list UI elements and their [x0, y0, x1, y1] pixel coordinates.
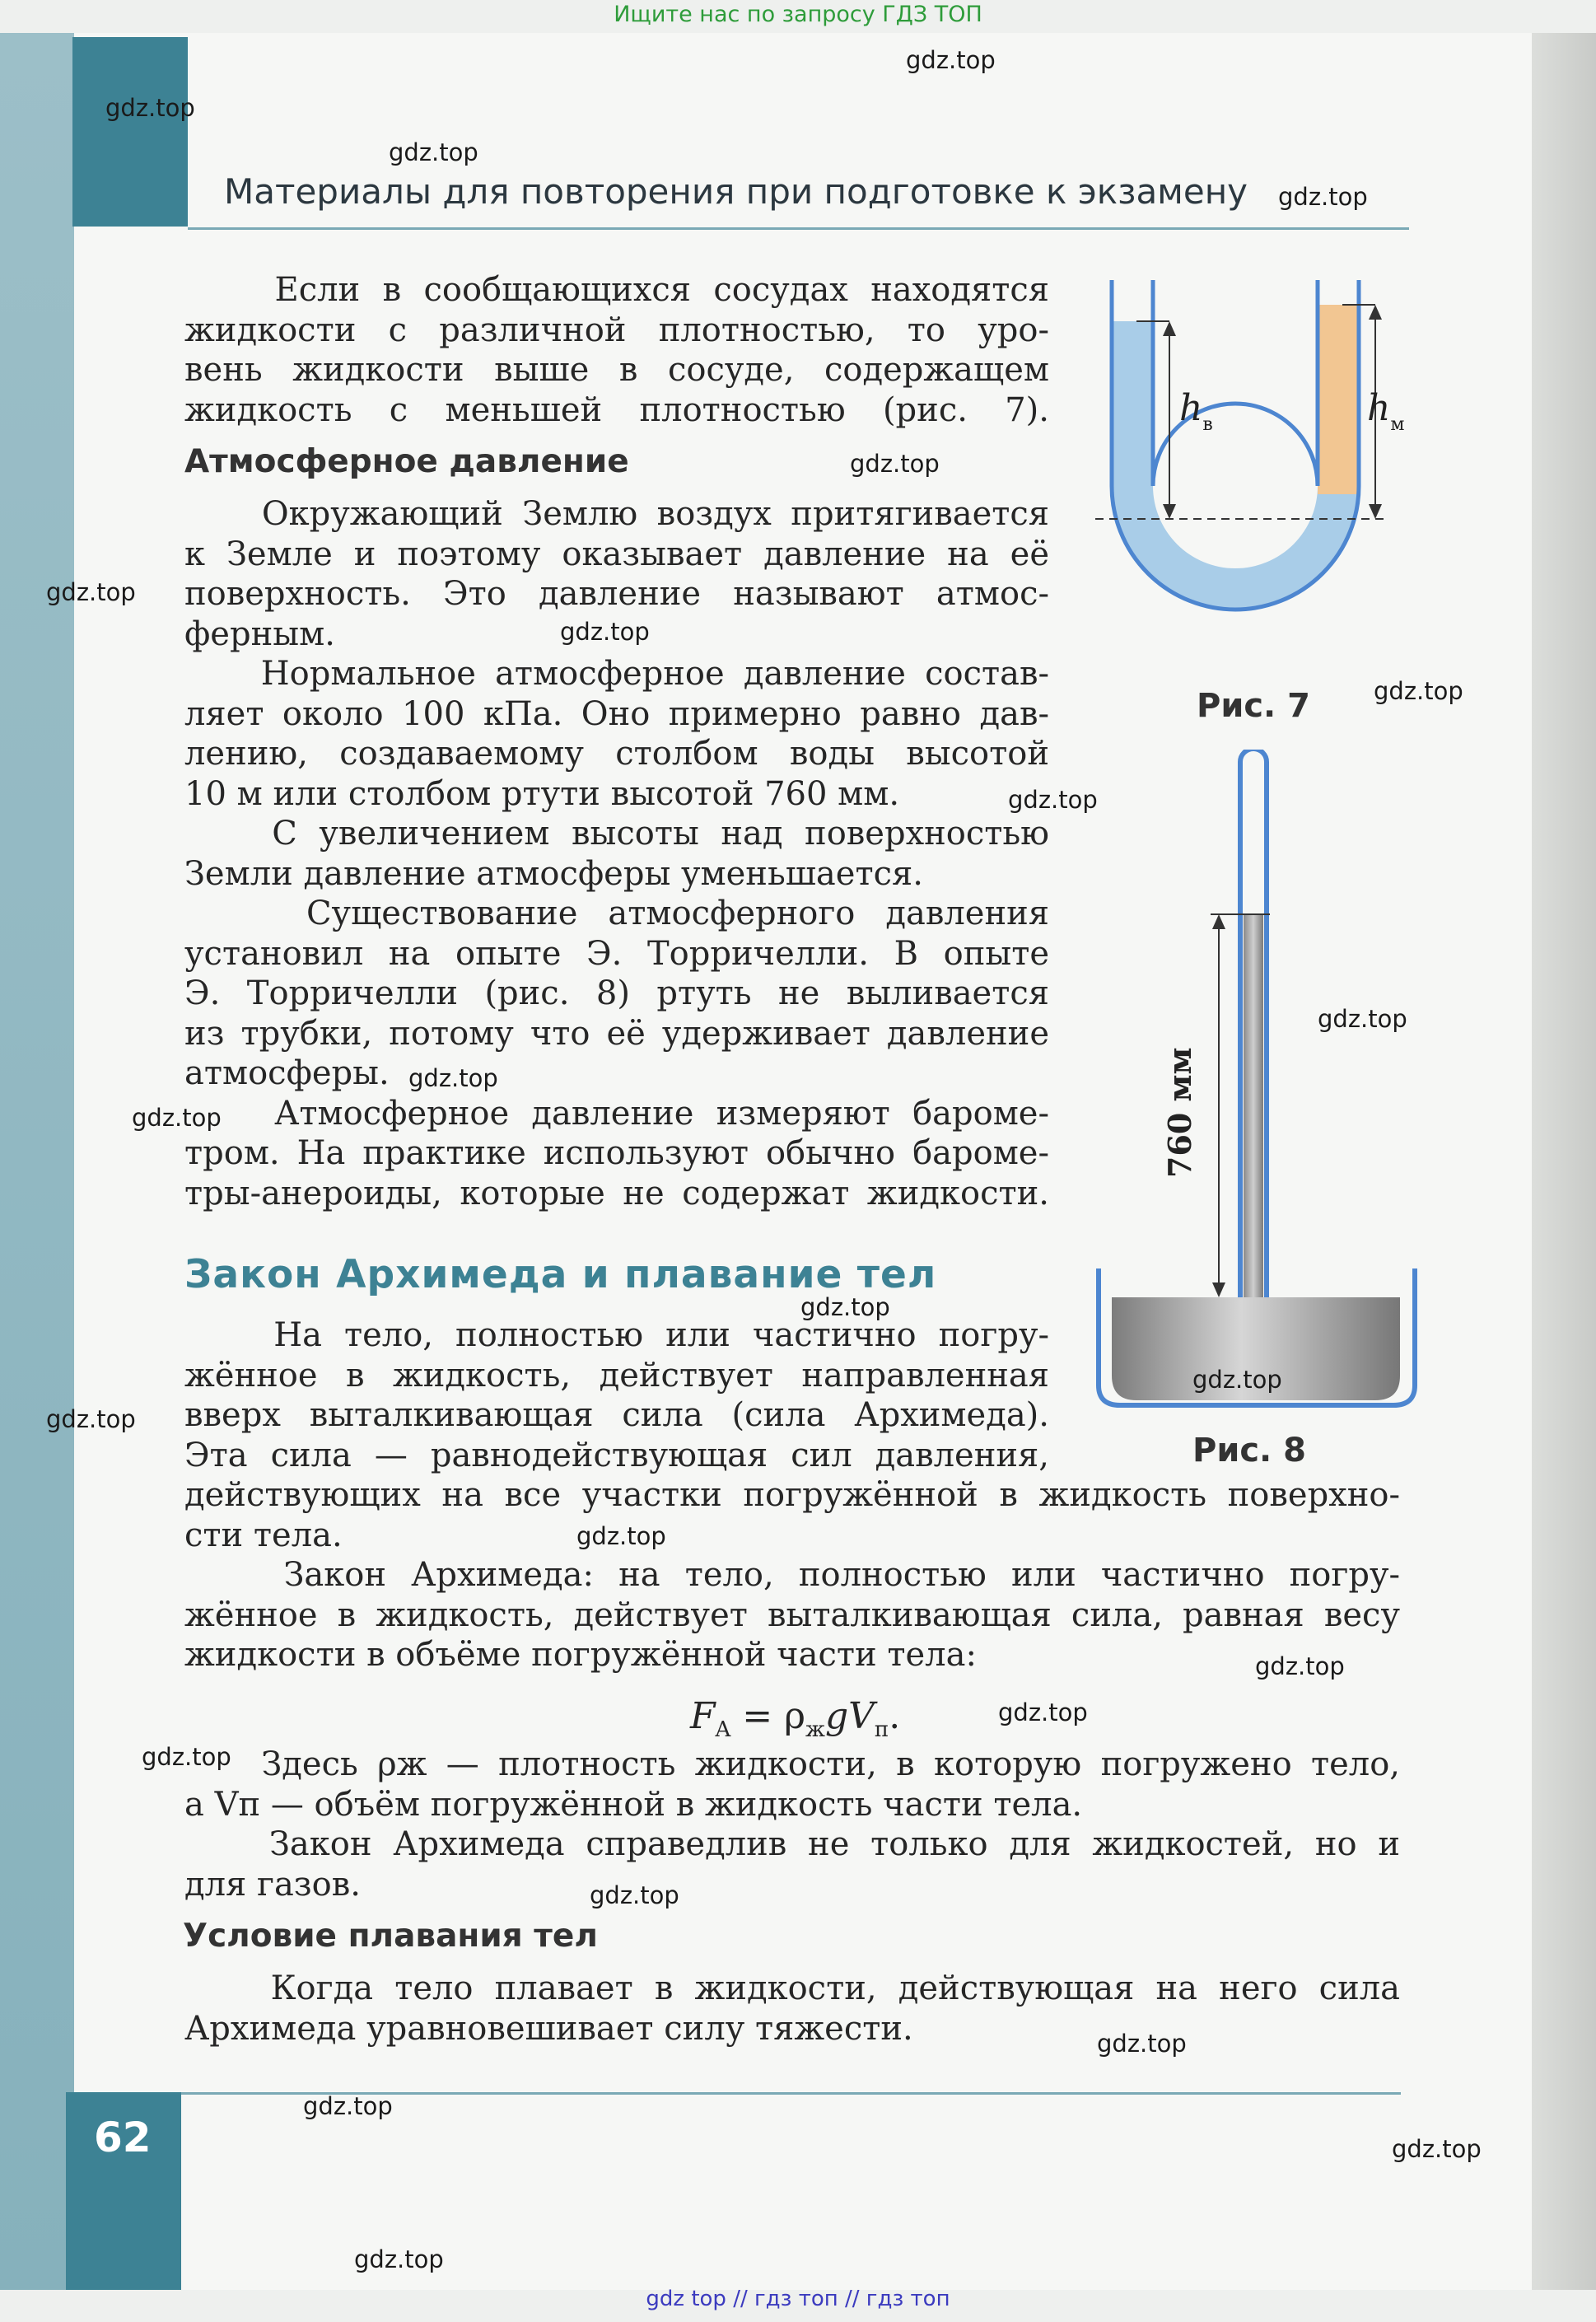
watermark: gdz.top: [142, 1743, 231, 1771]
watermark: gdz.top: [590, 1881, 679, 1909]
label-760-mm: 760 мм: [1161, 1047, 1198, 1178]
text-line: ляет около 100 кПа. Оно примерно равно дав-: [184, 694, 1049, 733]
header-color-bar: [72, 37, 188, 227]
text-line: сти тела.: [184, 1516, 343, 1554]
text-line: [184, 1315, 1049, 1356]
text-line: [184, 494, 1049, 535]
text-line: [184, 1969, 1400, 2009]
text-line: [184, 894, 1049, 934]
text-line: жённое в жидкость, действует выталкивающая сила, равная весу: [184, 1595, 1400, 1634]
text-line-content: На тело, полностью или частично погру-: [273, 1316, 1050, 1354]
mercury-column: [1244, 914, 1263, 1301]
text-line-content: С увеличением высоты над поверхностью: [272, 815, 1049, 853]
text-line-content: Атмосферное давление измеряют бароме-: [274, 1094, 1049, 1133]
watermark: gdz.top: [46, 1405, 136, 1433]
arrowhead-760-bottom: [1212, 1282, 1225, 1297]
label-h-water: $h_в$: [1179, 387, 1213, 435]
text-line: жидкости с различной плотностью, то уро-: [184, 311, 1049, 349]
bottom-notice: gdz top // гдз топ // гдз топ: [646, 2287, 950, 2311]
paragraph-communicating-vessels: [184, 270, 1049, 430]
header-rule: [188, 227, 1409, 230]
formula-force: F: [690, 1695, 716, 1737]
text-line: тром. На практике используют обычно бароме-: [184, 1134, 1049, 1172]
figure-8-torricelli: [1087, 750, 1433, 1417]
text-line: вверх выталкивающая сила (сила Архимеда).: [184, 1396, 1049, 1434]
watermark: gdz.top: [1008, 786, 1098, 814]
watermark: gdz.top: [576, 1522, 666, 1550]
text-line: Архимеда уравновешивает силу тяжести.: [184, 2009, 913, 2048]
heading-floating-condition: Условие плавания тел: [183, 1918, 598, 1955]
paragraph-notation: [184, 1745, 1400, 1904]
watermark: gdz.top: [354, 2245, 444, 2273]
text-line: к Земле и поэтому оказывает давление на её: [184, 535, 1049, 573]
arrowhead-hm-bottom: [1369, 504, 1382, 519]
page-right-edge: [1532, 33, 1596, 2290]
section-title-archimedes: Закон Архимеда и плавание тел: [184, 1252, 937, 1297]
text-line: Э. Торричелли (рис. 8) ртуть не выливается: [184, 974, 1049, 1012]
text-line-content: Если в сообщающихся сосудах находятся: [274, 271, 1049, 309]
watermark: gdz.top: [1097, 2030, 1187, 2058]
figure-7-u-tube: [1087, 272, 1433, 684]
text-line-content: Закон Архимеда: на тело, полностью или частично погру-: [283, 1556, 1400, 1594]
paragraph-floating: [184, 1969, 1400, 2049]
arrowhead-hv-bottom: [1163, 504, 1176, 519]
text-line: [184, 270, 1049, 311]
text-line: жидкости в объёме погружённой части тела:: [184, 1636, 977, 1674]
text-line-content: Здесь ρж — плотность жидкости, в которую погружено тело,: [261, 1745, 1400, 1783]
formula-sub-p: п: [874, 1717, 889, 1742]
watermark: gdz.top: [389, 138, 478, 166]
text-line: атмосферы.: [184, 1054, 390, 1092]
text-line: лению, создаваемому столбом воды высотой: [184, 735, 1049, 773]
text-line: действующих на все участки погружённой в жидкость поверхно-: [184, 1476, 1400, 1514]
text-line: Земли давление атмосферы уменьшается.: [184, 854, 923, 893]
watermark: gdz.top: [303, 2092, 393, 2120]
text-line: а Vп — объём погружённой в жидкость части тела.: [184, 1785, 1083, 1824]
page-header-title: Материалы для повторения при подготовке к экзамену: [224, 171, 1248, 212]
text-line: для газов.: [184, 1865, 361, 1904]
text-line: [184, 654, 1049, 694]
watermark: gdz.top: [132, 1104, 222, 1132]
watermark: gdz.top: [1374, 677, 1463, 705]
watermark: gdz.top: [800, 1293, 890, 1321]
text-line: из трубки, потому что её удерживает давление: [184, 1014, 1049, 1053]
text-line-content: Существование атмосферного давления: [306, 895, 1049, 932]
watermark: gdz.top: [1192, 1366, 1282, 1394]
text-line: жённое в жидкость, действует направленная: [184, 1356, 1049, 1395]
formula-eq-rho: = ρ: [730, 1695, 806, 1737]
text-line-content: Закон Архимеда справедлив не только для жидкостей, но и: [268, 1825, 1400, 1863]
arrowhead-hm-top: [1369, 305, 1382, 320]
watermark: gdz.top: [1392, 2135, 1482, 2163]
figure-8-caption: Рис. 8: [1192, 1432, 1307, 1469]
formula-dot: .: [889, 1695, 901, 1737]
text-line: установил на опыте Э. Торричелли. В опыте: [184, 934, 1049, 973]
text-line: 10 м или столбом ртути высотой 760 мм.: [184, 774, 900, 813]
watermark: gdz.top: [906, 46, 996, 74]
watermark: gdz.top: [46, 578, 136, 606]
text-line-content: Когда тело плавает в жидкости, действующая на него сила: [270, 1969, 1400, 2007]
formula-sub-zh: ж: [805, 1717, 825, 1742]
watermark: gdz.top: [1278, 183, 1368, 211]
text-line: [184, 1824, 1400, 1865]
watermark: gdz.top: [105, 94, 195, 122]
watermark: gdz.top: [1255, 1652, 1345, 1680]
figure-7-caption: Рис. 7: [1197, 687, 1311, 725]
text-line: тры-анероиды, которые не содержат жидкости.: [184, 1174, 1049, 1212]
text-line: [184, 1555, 1400, 1595]
arrowhead-760-top: [1212, 914, 1225, 929]
text-line: жидкость с меньшей плотностью (рис. 7).: [184, 390, 1049, 429]
text-line: поверхность. Это давление называют атмос-: [184, 575, 1049, 613]
text-line: [184, 1745, 1400, 1785]
u-tube-oil: [1318, 305, 1359, 494]
arrowhead-hv-top: [1163, 321, 1176, 336]
formula-sub-a: A: [715, 1717, 731, 1742]
text-line: вень жидкости выше в сосуде, содержащем: [184, 351, 1049, 389]
text-line: [184, 1094, 1049, 1134]
text-line: [184, 814, 1049, 854]
watermark: gdz.top: [408, 1064, 498, 1092]
label-h-oil: $h_м$: [1367, 387, 1405, 435]
heading-atmospheric-pressure: Атмосферное давление: [184, 443, 629, 480]
text-line: Эта сила — равнодействующая сил давления,: [184, 1436, 1049, 1474]
page-left-margin: [0, 33, 74, 2290]
top-notice: Ищите нас по запросу ГДЗ ТОП: [614, 2, 982, 27]
page-number: 62: [94, 2114, 152, 2161]
watermark: gdz.top: [850, 450, 940, 478]
text-line-content: Окружающий Землю воздух притягивается: [261, 495, 1050, 533]
formula-gv: gV: [824, 1695, 875, 1737]
watermark: gdz.top: [1318, 1005, 1407, 1033]
text-line-content: Нормальное атмосферное давление состав-: [260, 655, 1050, 693]
paragraph-atmosphere: [184, 494, 1049, 1213]
watermark: gdz.top: [998, 1698, 1088, 1726]
text-line: ферным.: [184, 614, 335, 653]
archimedes-formula: [690, 1695, 900, 1742]
watermark: gdz.top: [560, 618, 650, 646]
